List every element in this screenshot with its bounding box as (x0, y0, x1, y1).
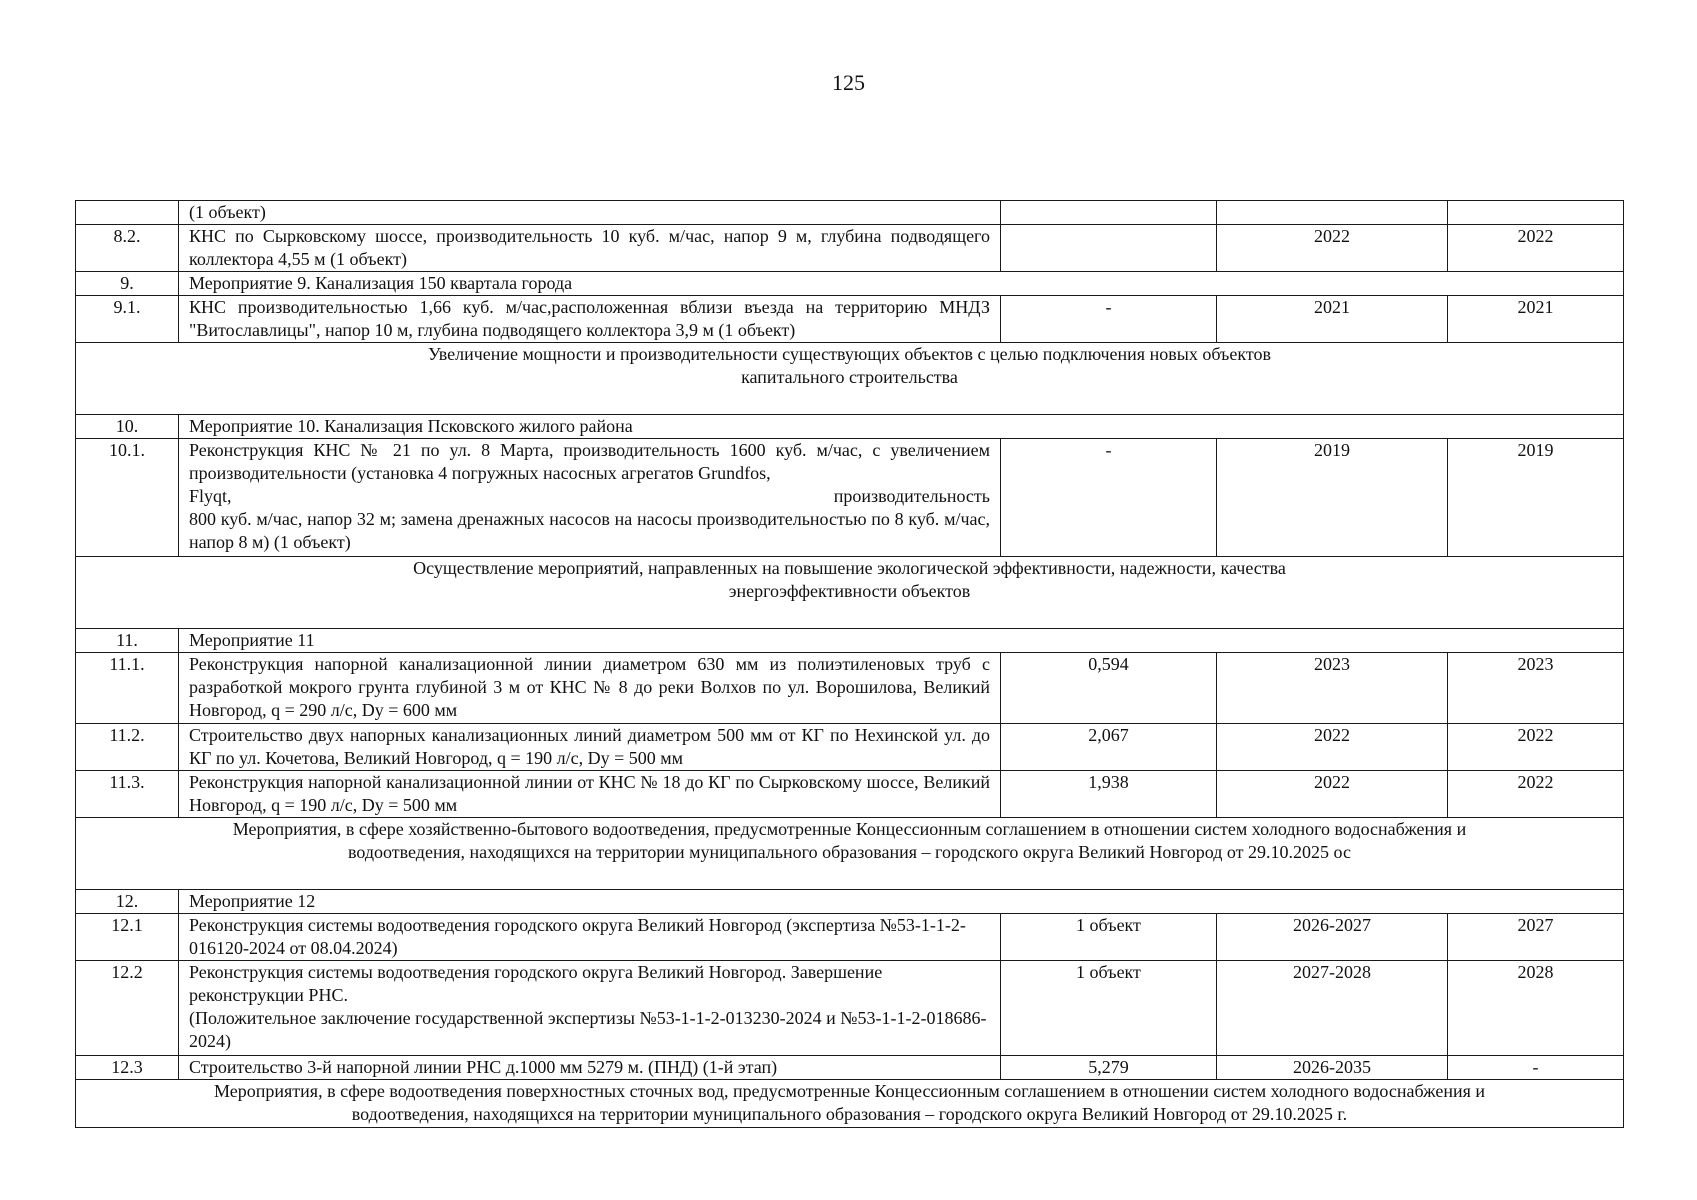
table-row (76, 201, 1624, 225)
row-number: 11.1. (76, 653, 179, 724)
table-row (76, 1056, 1624, 1080)
table-row (76, 225, 1624, 272)
table-row (76, 629, 1624, 653)
row-end-year: 2021 (1448, 296, 1624, 343)
row-value (1001, 225, 1217, 272)
description-part (189, 485, 990, 508)
row-start-year: 2019 (1217, 439, 1448, 557)
row-start-year: 2021 (1217, 296, 1448, 343)
row-start-year: 2027-2028 (1217, 961, 1448, 1056)
row-number: 9. (76, 272, 179, 296)
row-description: КНС производительностью 1,66 куб. м/час,расположенная вблизи въезда на территорию МНДЗ "Витославлицы", напор 10 м, глубина подводящего коллектора 3,9 м (1 объект) (179, 296, 1001, 343)
row-end-year: 2023 (1448, 653, 1624, 724)
table-row (76, 296, 1624, 343)
row-value: 0,594 (1001, 653, 1217, 724)
section-heading-line: Осуществление мероприятий, направленных на повышение экологической эффективности, надежности, качества (413, 558, 1286, 578)
row-start-year: 2022 (1217, 724, 1448, 771)
measures-table (75, 200, 1624, 1128)
description-part: Реконструкция системы водоотведения городского округа Великий Новгород. Завершение реконструкции РНС. (189, 962, 883, 1005)
row-value: 2,067 (1001, 724, 1217, 771)
table-row (76, 771, 1624, 818)
row-end-year: 2022 (1448, 724, 1624, 771)
section-heading-line: Мероприятия, в сфере хозяйственно-бытового водоотведения, предусмотренные Концессионным соглашением в отношении систем холодного водоснабжения и (232, 819, 1467, 839)
row-number: 12.1 (76, 914, 179, 961)
table-row (76, 439, 1624, 557)
row-value: - (1001, 439, 1217, 557)
table-row (76, 272, 1624, 296)
row-value: 1 объект (1001, 961, 1217, 1056)
measure-heading: Мероприятие 10. Канализация Псковского жилого района (179, 415, 1624, 439)
row-description: Строительство двух напорных канализационных линий диаметром 500 мм от КГ по Нехинской ул. до КГ по ул. Кочетова, Великий Новгород, q = 190 л/с, Dy = 500 мм (179, 724, 1001, 771)
measure-heading: Мероприятие 11 (179, 629, 1624, 653)
row-value: 1 объект (1001, 914, 1217, 961)
row-number: 12.2 (76, 961, 179, 1056)
section-heading (76, 343, 1624, 415)
row-number (76, 201, 179, 225)
section-heading-line: водоотведения, находящихся на территории муниципального образования – городского округа Великий Новгород от 29.10.2025 ос (348, 842, 1351, 862)
row-value (1001, 201, 1217, 225)
section-heading (76, 1080, 1624, 1128)
table-row (76, 415, 1624, 439)
row-number: 12. (76, 890, 179, 914)
row-end-year (1448, 201, 1624, 225)
row-description: Строительство 3-й напорной линии РНС д.1000 мм 5279 м. (ПНД) (1-й этап) (179, 1056, 1001, 1080)
row-value: 5,279 (1001, 1056, 1217, 1080)
row-start-year: 2023 (1217, 653, 1448, 724)
section-heading-line: Мероприятия, в сфере водоотведения поверхностных сточных вод, предусмотренные Концессионным соглашением в отношении систем холодного водоснабжения и (213, 1081, 1486, 1101)
section-row (76, 818, 1624, 890)
description-word: Flyqt, (189, 486, 232, 506)
row-end-year: - (1448, 1056, 1624, 1080)
row-end-year: 2028 (1448, 961, 1624, 1056)
row-number: 12.3 (76, 1056, 179, 1080)
row-number: 9.1. (76, 296, 179, 343)
row-description: Реконструкция системы водоотведения городского округа Великий Новгород (экспертиза №53-1-1-2-016120-2024 от 08.04.2024) (179, 914, 1001, 961)
row-start-year: 2022 (1217, 771, 1448, 818)
row-description: (1 объект) (179, 201, 1001, 225)
measure-heading: Мероприятие 9. Канализация 150 квартала города (179, 272, 1624, 296)
description-word: производительность (833, 486, 990, 506)
row-number: 11.2. (76, 724, 179, 771)
row-start-year: 2022 (1217, 225, 1448, 272)
row-end-year: 2022 (1448, 225, 1624, 272)
section-heading (76, 557, 1624, 629)
row-value: - (1001, 296, 1217, 343)
row-number: 8.2. (76, 225, 179, 272)
row-number: 10. (76, 415, 179, 439)
section-heading-line: энергоэффективности объектов (728, 581, 971, 601)
description-part: 800 куб. м/час, напор 32 м; замена дренажных насосов на насосы производительностью по 8 куб. м/час, напор 8 м) (1 объект) (189, 509, 990, 552)
section-row (76, 343, 1624, 415)
row-end-year: 2027 (1448, 914, 1624, 961)
section-heading (76, 818, 1624, 890)
row-start-year: 2026-2027 (1217, 914, 1448, 961)
section-heading-line: водоотведения, находящихся на территории муниципального образования – городского округа Великий Новгород от 29.10.2025 г. (351, 1104, 1348, 1124)
description-part: Реконструкция КНС № 21 по ул. 8 Марта, производительность 1600 куб. м/час, с увеличением производительности (установка 4 погружных насосных агрегатов Grundfos, (189, 440, 990, 483)
section-heading-line: капитального строительства (741, 367, 958, 387)
table-row (76, 653, 1624, 724)
table-row (76, 914, 1624, 961)
section-row (76, 1080, 1624, 1128)
row-start-year: 2026-2035 (1217, 1056, 1448, 1080)
row-description: Реконструкция напорной канализационной линии от КНС № 18 до КГ по Сырковскому шоссе, Великий Новгород, q = 190 л/с, Dy = 500 мм (179, 771, 1001, 818)
row-description: Реконструкция напорной канализационной линии диаметром 630 мм из полиэтиленовых труб с разработкой мокрого грунта глубиной 3 м от КНС № 8 до реки Волхов по ул. Ворошилова, Великий Новгород, q = 290 л/с, Dy = 600 мм (179, 653, 1001, 724)
row-number: 10.1. (76, 439, 179, 557)
table-row (76, 724, 1624, 771)
measure-heading: Мероприятие 12 (179, 890, 1624, 914)
section-heading-line: Увеличение мощности и производительности существующих объектов с целью подключения новых объектов (428, 344, 1271, 364)
row-value: 1,938 (1001, 771, 1217, 818)
row-description (179, 439, 1001, 557)
row-start-year (1217, 201, 1448, 225)
row-description: КНС по Сырковскому шоссе, производительность 10 куб. м/час, напор 9 м, глубина подводящего коллектора 4,55 м (1 объект) (179, 225, 1001, 272)
description-part: (Положительное заключение государственной экспертизы №53-1-1-2-013230-2024 и №53-1-1-2-018686-2024) (189, 1008, 987, 1051)
page-number: 125 (832, 70, 865, 95)
row-number: 11.3. (76, 771, 179, 818)
table-row (76, 961, 1624, 1056)
row-end-year: 2019 (1448, 439, 1624, 557)
row-description (179, 961, 1001, 1056)
section-row (76, 557, 1624, 629)
table-row (76, 890, 1624, 914)
row-end-year: 2022 (1448, 771, 1624, 818)
row-number: 11. (76, 629, 179, 653)
